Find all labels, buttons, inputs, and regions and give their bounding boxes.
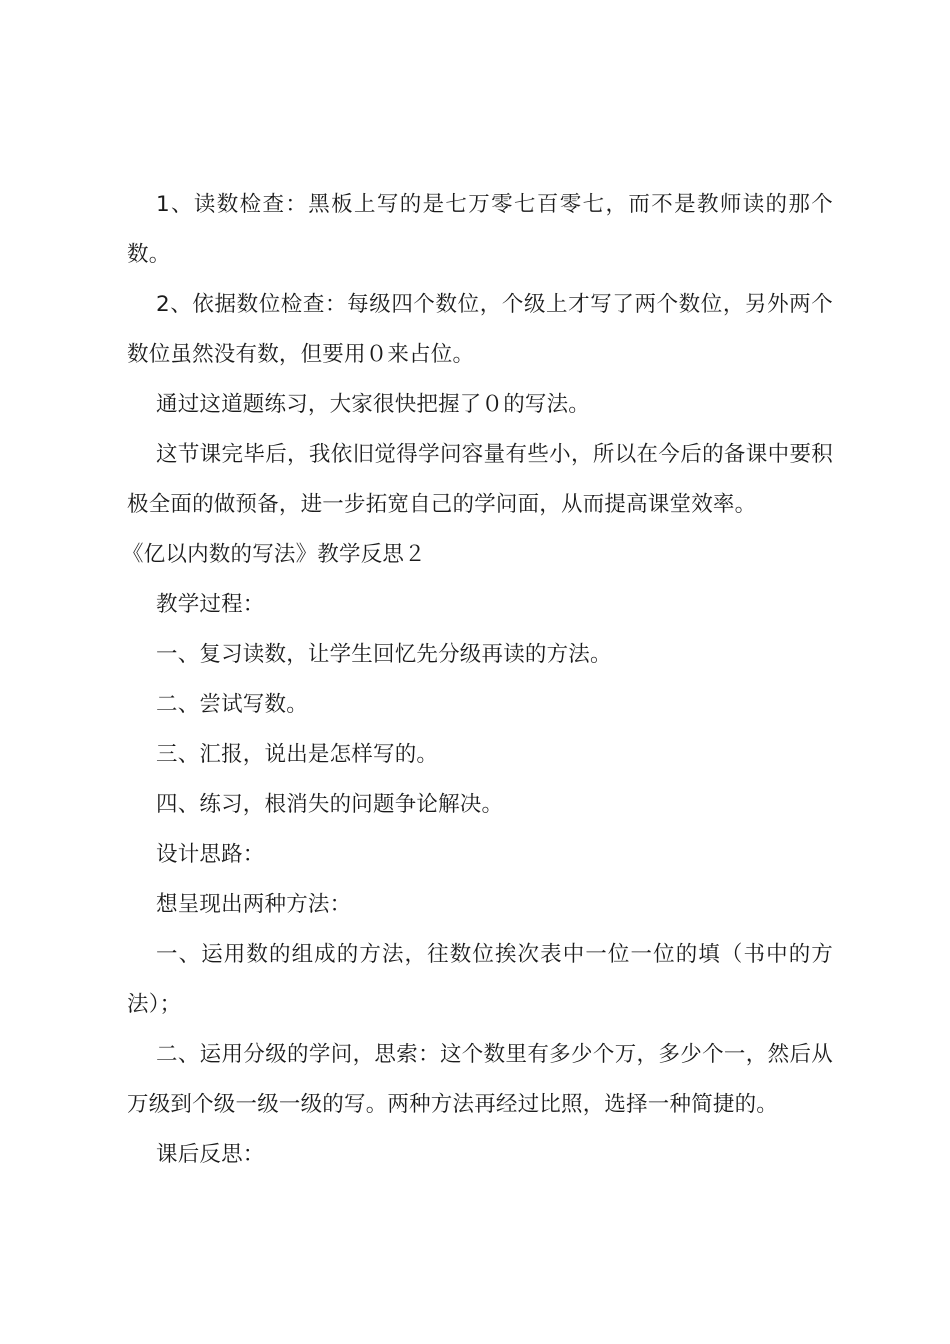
- paragraph-reflection-label: 课后反思：: [156, 1142, 265, 1167]
- paragraph-two-methods: 想呈现出两种方法：: [156, 892, 352, 917]
- list-item-method-2: 二、运用分级的学问，思索：这个数里有多少个万，多少个一，然后从万级到个级一级一级的写。两种方法再经过比照，选择一种简捷的。: [127, 1042, 833, 1117]
- paragraph-reading-check: 1、读数检查：黑板上写的是七万零七百零七，而不是教师读的那个数。: [127, 192, 833, 267]
- paragraph-design-label: 设计思路：: [156, 842, 265, 867]
- list-item-step-2: 二、尝试写数。: [156, 692, 308, 717]
- paragraph-teaching-process-label: 教学过程：: [156, 592, 265, 617]
- list-item-step-3: 三、汇报，说出是怎样写的。: [156, 742, 439, 767]
- document-body: [122, 180, 833, 1180]
- list-item-method-1: 一、运用数的组成的方法，往数位挨次表中一位一位的填（书中的方法）；: [127, 942, 833, 1017]
- paragraph-lesson-summary: 这节课完毕后，我依旧觉得学问容量有些小，所以在今后的备课中要积极全面的做预备，进一步拓宽自己的学问面，从而提高课堂效率。: [127, 442, 833, 517]
- paragraph-place-value-check: 2、依据数位检查：每级四个数位，个级上才写了两个数位，另外两个数位虽然没有数，但要用０来占位。: [127, 292, 833, 367]
- list-item-step-4: 四、练习，根消失的问题争论解决。: [156, 792, 504, 817]
- paragraph-zero-practice: 通过这道题练习，大家很快把握了０的写法。: [156, 392, 591, 417]
- list-item-step-1: 一、复习读数，让学生回忆先分级再读的方法。: [156, 642, 612, 667]
- section-heading: 《亿以内数的写法》教学反思２: [122, 542, 426, 567]
